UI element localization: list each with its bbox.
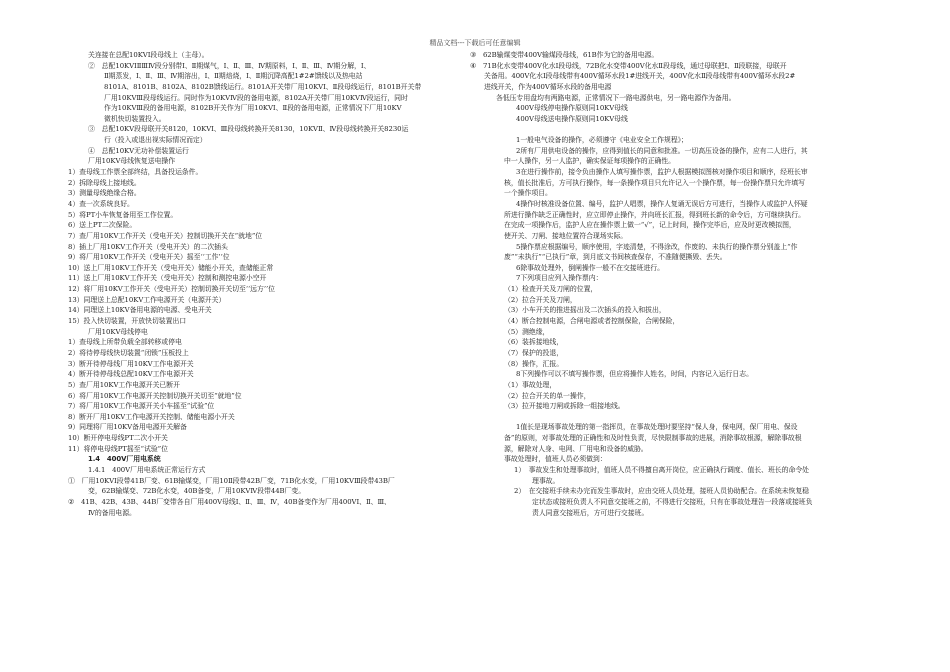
text-line: 1）查母线工作票全部终结，具备投运条件。 <box>68 168 203 177</box>
text-line: Ⅳ的备用电源。 <box>88 508 136 517</box>
text-line: 源，解除对人身、电网、厂用电和设备的威胁。 <box>504 444 648 453</box>
text-line: ② 41B、42B、43B、44B厂变带各自厂用400V母线Ⅰ、Ⅱ、Ⅲ、Ⅳ，40B备变作为厂用400VⅠ、Ⅱ、Ⅲ、 <box>68 497 391 506</box>
text-line: 1） 事故发生和处理事故时，值班人员不得擅自离开岗位，应正确执行调度、值长、班长的命令处 <box>514 465 810 474</box>
text-line: 13）同理送上总配10KV工作电源开关（电源开关） <box>68 295 226 304</box>
text-line: 责人同意交接班后，方可进行交接班。 <box>532 508 649 517</box>
text-line: 11）将停电母线PT摇至“试验”位 <box>68 444 168 453</box>
text-line: （1）事故处理， <box>504 380 557 389</box>
text-line: 11）送上厂用10KV工作开关（受电开关）控制和测控电源小空开 <box>68 274 267 283</box>
text-line: 10）断开停电母线PT二次小开关 <box>68 434 168 443</box>
text-line: 6）将厂用10KV工作电源开关控制切换开关切至“就地”位 <box>68 391 242 400</box>
text-line: 3）测量母线绝缘合格。 <box>68 189 141 198</box>
text-line <box>470 124 890 135</box>
text-line: （2）拉合开关及刀闸， <box>504 295 577 304</box>
text-line: （6）装拆接地线， <box>504 338 564 347</box>
text-line: 400V母线送电操作原则同10KV母线 <box>516 114 628 123</box>
text-line: 1.4.1 400V厂用电系统正常运行方式 <box>88 465 206 474</box>
text-line: （3）小车开关的推进摇出及二次插头的投入和拔出， <box>504 306 666 315</box>
right-text-column <box>470 50 890 518</box>
text-line: （8）操作，汇报。 <box>504 359 564 368</box>
text-line: 所进行操作缺乏正确性时，应立即停止操作，并向班长汇报，得到班长新的命令后，方可继续执行。 <box>504 210 805 219</box>
text-line: 5操作票应根据编号，顺序使用，字迹清楚，不得涂改，作废的、未执行的操作票分别盖上“作 <box>516 242 798 251</box>
text-line: 9）同理将厂用10KV备用电源开关解备 <box>68 423 187 432</box>
text-line: 进线开关，作为400V循环水段的备用电源 <box>484 82 612 91</box>
text-line: 厂用10KVⅢ段母线运行。同时作为10KVⅣ段的备用电源，8102A开关带厂用10KVⅣ段运行，同时 <box>104 93 408 102</box>
text-line: 2）将待停母线快切装置“闭锁”压板投上 <box>68 348 189 357</box>
text-line: 厂用10KV母线恢复送电操作 <box>88 157 176 166</box>
text-line: 废”“未执行”“已执行”章，到月底文书间核查保存，不准随便撕毁、丢失。 <box>504 253 727 262</box>
text-line: 2）拆除母线上接地线。 <box>68 178 141 187</box>
text-line: 使开关、刀闸、接地位置符合现场实际。 <box>504 231 628 240</box>
text-line: 12）将厂用10KV工作开关（受电开关）控制切换开关切至‘‘远方’’位 <box>68 285 275 294</box>
text-line: 关备用。400V化水Ⅰ段母线带有400V循环水段1#进线开关，400V化水Ⅱ段母线带有400V循环水段2# <box>484 72 796 81</box>
text-line: 变，62B输煤变、72B化水变，40B备变，厂用10KVⅣ段带44B厂变。 <box>88 487 306 496</box>
left-text-column <box>68 50 480 518</box>
text-line: 各低压专用盘均有两路电源，正常情况下一路电源供电，另一路电源作为备用。 <box>496 93 736 102</box>
text-line: 7）查厂用10KV工作开关（受电开关）控制切换开关在“就地”位 <box>68 231 263 240</box>
text-line: ③ 总配10KV段母联开关8120，10KVⅠ、Ⅲ段母线转换开关8130，10KVⅡ、Ⅳ段母线转换开关8230运 <box>88 125 409 134</box>
text-line: 备”的原则，对事故处理的正确性和及时性负责，尽快限制事故的进展，消除事故根源，解除事故根 <box>504 434 802 443</box>
text-line: 8101A、8101B、8102A、8102B馈线运行。8101A开关带厂用10KVⅠ、Ⅱ段母线运行，8101B开关带 <box>104 82 422 91</box>
text-line: 6除事故处理外，倒闸操作一般不在交接班进行。 <box>516 263 664 272</box>
text-line: （7）保护的投退， <box>504 348 564 357</box>
text-line: 定状态或接班负责人不同意交接班之前，不得进行交接班，只有在事故处理告一段落或接班负 <box>532 497 813 506</box>
text-line: 一个操作项目。 <box>504 189 552 198</box>
text-line: 8）断开厂用10KV工作电源开关控制、储能电源小开关 <box>68 412 235 421</box>
text-line: ② 总配10KVⅠⅡⅢⅣ段分别带Ⅰ、Ⅱ期煤气，Ⅰ、Ⅱ、Ⅲ、Ⅳ期原料，Ⅰ、Ⅱ、Ⅲ、Ⅳ期分解，Ⅰ、 <box>88 61 371 70</box>
text-line: 7下列项目应列入操作票内： <box>516 274 603 283</box>
text-line: ③ 62B输煤变带400V输煤段母线，61B作为它的备用电源。 <box>470 51 659 59</box>
text-line: 1值长是现场事故处理的第一指挥员，在事故处理时要坚持“保人身，保电网，保厂用电、保设 <box>516 423 798 432</box>
text-line: 5）查厂用10KV工作电源开关已断开 <box>68 380 180 389</box>
text-line: 4操作时核准设备位置、编号，监护人唱票，操作人复诵无误后方可进行，当操作人或监护人怀疑 <box>516 199 808 208</box>
text-line: 中一人操作，另一人监护，确实保证每项操作的正确性。 <box>504 157 676 166</box>
text-line: （2）拉合开关的单一操作， <box>504 391 591 400</box>
text-line: 9）将厂用10KV工作开关（受电开关）摇至‘‘工作’’位 <box>68 253 230 262</box>
text-line: 1一般电气设备的操作，必须遵守《电业安全工作规程》； <box>516 136 688 145</box>
text-line: 厂用10KV母线停电 <box>88 327 148 336</box>
text-line: 7）将厂用10KV工作电源开关小车摇至“试验”位 <box>68 402 215 411</box>
page-header: 精品文档---下载后可任意编辑 <box>429 39 521 47</box>
text-line: （1）检查开关及刀闸的位置， <box>504 285 598 294</box>
text-line: 8）插上厂用10KV工作开关（受电开关）的二次插头 <box>68 242 228 251</box>
text-line: 事故处理时，值班人员必须做到： <box>504 455 607 464</box>
text-line: 1）查母线上所带负载全部转移或停电 <box>68 338 182 347</box>
text-line: （3）拉开接地刀闸或拆除一组接地线。 <box>504 402 625 411</box>
text-line: 15）投入快切装置，开放快切装置出口 <box>68 317 187 326</box>
text-line: Ⅱ期蒸发，Ⅰ、Ⅱ、Ⅲ、Ⅳ期溶出，Ⅰ、Ⅱ期焙烧，Ⅰ、Ⅱ期沉降高配1#2#馈线以及热电站 <box>104 72 363 81</box>
text-line <box>470 412 890 423</box>
text-line: 5）将PT小车恢复备用至工作位置。 <box>68 210 178 219</box>
text-line: ① 厂用10KVⅠ段带41B厂变、61B输煤变，厂用10Ⅱ段带42B厂变，71B化水变，厂用10KVⅢ段带43B厂 <box>68 476 395 485</box>
text-line: 400V母线停电操作原则同10KV母线 <box>516 104 628 113</box>
text-line: 核，值长批准后，方可执行操作，每一条操作项目只允许记入一个操作票，每一份操作票只允许填写 <box>504 178 805 187</box>
text-line: 3）断开待停母线厂用10KV工作电源开关 <box>68 359 194 368</box>
text-line: （4）断合控制电源，合闸电源或者控制保险，合闸保险， <box>504 317 680 326</box>
text-line: ④ 71B化水变带400V化水Ⅰ段母线，72B化水变带400V化水Ⅱ段母线，通过母联把Ⅰ、Ⅱ段联接，母联开 <box>470 61 787 70</box>
text-line: ④ 总配10KV无功补偿装置运行 <box>88 146 189 155</box>
text-line: 14）同理送上10KV备用电源的电源、受电开关 <box>68 306 212 315</box>
text-line: 在完成一项操作后，监护人应在操作票上做一“√”，记上时间，操作完毕后，应及时更改模拟图， <box>504 221 796 230</box>
text-line: 4）查一次系统良好。 <box>68 199 134 208</box>
text-line: 微机快切装置投入。 <box>104 114 166 123</box>
text-line: （5）测绝缘， <box>504 327 550 336</box>
text-line: 行（投入或退出视实际情况而定） <box>104 136 207 145</box>
text-line: 8下列操作可以不填写操作票，但应将操作人姓名，时间，内容记入运行日志。 <box>516 370 753 379</box>
text-line: 10）送上厂用10KV工作开关（受电开关）储能小开关，查储能正常 <box>68 263 274 272</box>
text-line: 作为10KVⅢ段的备用电源，8102B开关作为厂用10KVⅠ、Ⅱ段的备用电源，正常情况下厂用10KV <box>104 104 402 113</box>
text-line: 6）送上PT二次保险。 <box>68 221 137 230</box>
text-line: 1.4 400V厂用电系统 <box>88 455 161 464</box>
text-line: 4）断开待停母线总配10KV工作电源开关 <box>68 370 194 379</box>
text-line: 理事故。 <box>532 476 560 485</box>
text-line: 3在进行操作前，接令负由操作人填写操作票，监护人根据模拟图核对操作项目和顺序，经班长审 <box>516 168 808 177</box>
text-line: 2所有厂用供电设备的操作，应得到值长的同意和批准。一切高压设备的操作，应有二人进行，其 <box>516 146 808 155</box>
text-line: 关连接在总配10KVⅠ段母线上（主母）。 <box>88 51 209 59</box>
text-line: 2） 在交接班手续未办完而发生事故时，应由交班人员处理，接班人员协助配合。在系统未恢复稳 <box>514 487 810 496</box>
